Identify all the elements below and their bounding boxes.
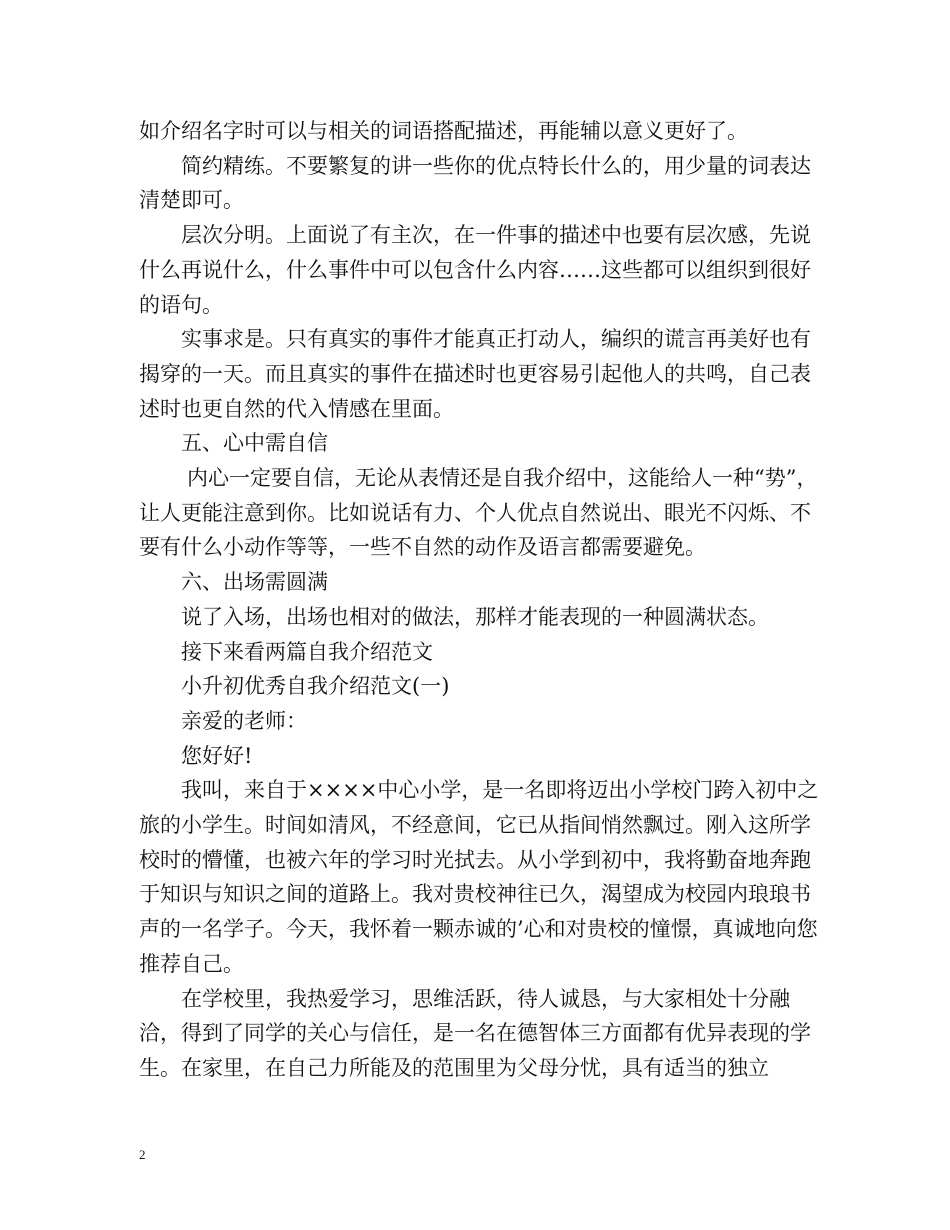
- section-heading-confidence: 五、心中需自信: [181, 431, 328, 456]
- page-number: 2: [139, 1147, 146, 1162]
- paragraph-layered: 层次分明。上面说了有主次，在一件事的描述中也要有层次感，先说什么再说什么，什么事件中可以包含什么内容……这些都可以组织到很好的语句。: [139, 223, 811, 317]
- paragraph-exit: 说了入场，出场也相对的做法，那样才能表现的一种圆满状态。: [181, 604, 769, 629]
- example-title: 小升初优秀自我介绍范文(一): [181, 674, 450, 699]
- paragraph-next-examples: 接下来看两篇自我介绍范文: [181, 639, 433, 664]
- paragraph-concise: 简约精练。不要繁复的讲一些你的优点特长什么的，用少量的词表达清楚即可。: [139, 153, 811, 213]
- paragraph-school-home: 在学校里，我热爱学习，思维活跃，待人诚恳，与大家相处十分融洽，得到了同学的关心与信任，是一名在德智体三方面都有优异表现的学生。在家里，在自己力所能及的范围里为父母分忧，具有适当的独立: [139, 986, 811, 1080]
- salutation: 亲爱的老师：: [181, 708, 307, 733]
- paragraph-self-intro: 我叫，来自于××××中心小学，是一名即将迈出小学校门跨入初中之旅的小学生。时间如清风，不经意间，它已从指间悄然飘过。刚入这所学校时的懵懂，也被六年的学习时光拭去。从小学到初中，我将勤奋地奔跑于知识与知识之间的道路上。我对贵校神往已久，渴望成为校园内琅琅书声的一名学子。今天，我怀着一颗赤诚的’心和对贵校的憧憬，真诚地向您推荐自己。: [139, 778, 819, 976]
- paragraph-truthful: 实事求是。只有真实的事件才能真正打动人，编织的谎言再美好也有揭穿的一天。而且真实的事件在描述时也更容易引起他人的共鸣，自己表述时也更自然的代入情感在里面。: [139, 327, 811, 421]
- paragraph-confidence: 内心一定要自信，无论从表情还是自我介绍中，这能给人一种“势”，让人更能注意到你。比如说话有力、个人优点自然说出、眼光不闪烁、不要有什么小动作等等，一些不自然的动作及语言都需要避免。: [139, 466, 818, 560]
- section-heading-exit: 六、出场需圆满: [181, 570, 328, 595]
- paragraph-intro-continuation: 如介绍名字时可以与相关的词语搭配描述，再能辅以意义更好了。: [139, 119, 748, 143]
- greeting: 您好好!: [181, 743, 253, 768]
- document-body: [139, 114, 824, 1086]
